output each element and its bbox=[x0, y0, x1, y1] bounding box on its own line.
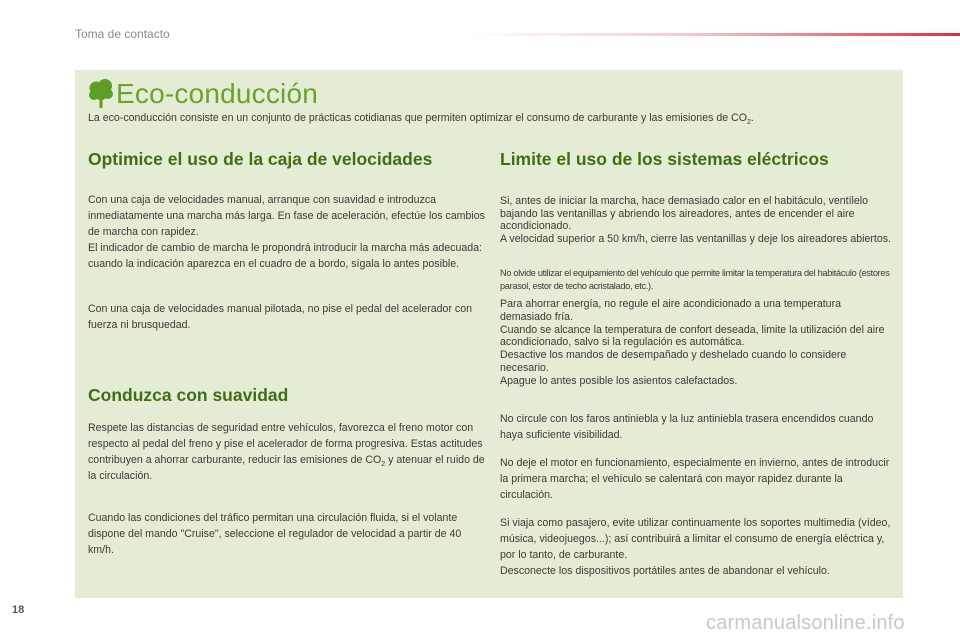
heading-electric-systems: Limite el uso de los sistemas eléctricos bbox=[500, 149, 829, 169]
intro-text: La eco-conducción consiste en un conjunto de prácticas cotidianas que permiten optimizar el consumo de carburante y las emisiones de $CO_2$. bbox=[88, 112, 754, 127]
engine-idle-paragraph: No deje el motor en funcionamiento, especialmente en invierno, antes de introducir la primera marcha; el vehículo se calentará con mayor rapidez durante la circulación. bbox=[500, 457, 890, 501]
sunshade-note: No olvide utilizar el equipamiento del vehículo que permite limitar la temperatura del habitáculo (estores parasol, estor de techo acristalado, etc.). bbox=[500, 268, 890, 291]
tree-icon bbox=[88, 78, 114, 110]
page-number: 18 bbox=[12, 604, 25, 616]
fog-lights-paragraph: No circule con los faros antiniebla y la luz antiniebla trasera encendidos cuando haya suficiente visibilidad. bbox=[500, 413, 874, 441]
ventilation-paragraph: Si, antes de iniciar la marcha, hace demasiado calor en el habitáculo, ventílelo bajando las ventanillas y abriendo los aireadores, antes de encender el aire acondicionado. A velocidad superior a 50 km/h, cierre las ventanillas y deje los aireadores abiertos. bbox=[500, 195, 891, 245]
heading-gearbox: Optimice el uso de la caja de velocidades bbox=[88, 149, 433, 169]
ac-paragraph: Para ahorrar energía, no regule el aire acondicionado a una temperatura demasiado fría. Cuando se alcance la temperatura de confort deseada, limite la utilización del aire acondicionado, salvo si la regulación es automática. Desactive los mandos de desempañado y deshelado cuando lo considere necesario. Apague lo antes posible los asientos calefactados. bbox=[500, 298, 885, 387]
multimedia-paragraph: Si viaja como pasajero, evite utilizar continuamente los soportes multimedia (vídeo, música, videojuegos...); así contribuirá a limitar el consumo de energía eléctrica y, por lo tanto, de carburante. Desconecte los dispositivos portátiles antes de abandonar el vehículo. bbox=[500, 517, 891, 577]
pilot-gearbox-paragraph: Con una caja de velocidades manual pilotada, no pise el pedal del acelerador con fuerza ni brusquedad. bbox=[88, 303, 472, 331]
smooth-driving-paragraph: Respete las distancias de seguridad entre vehículos, favorezca el freno motor con respecto al pedal del freno y pise el acelerador de forma progresiva. Estas actitudes contribuyen a ahorrar carburante, reducir las emisiones de $CO_2$ y atenuar el ruido de la circulación. bbox=[88, 422, 485, 482]
eco-title bbox=[88, 78, 318, 110]
watermark: carmanualsonline.info bbox=[706, 612, 905, 634]
gearbox-paragraph: Con una caja de velocidades manual, arranque con suavidad e introduzca inmediatamente una marcha más larga. En fase de aceleración, efectúe los cambios de marcha con rapidez. El indicador de cambio de marcha le propondrá introducir la marcha más adecuada: cuando la indicación aparezca en el cuadro de a bordo, sígala lo antes posible. bbox=[88, 194, 485, 270]
cruise-paragraph: Cuando las condiciones del tráfico permitan una circulación fluida, si el volante dispone del mando "Cruise", seleccione el regulador de velocidad a partir de 40 km/h. bbox=[88, 512, 462, 556]
page-title: Eco-conducción bbox=[116, 78, 319, 109]
heading-smooth-driving: Conduzca con suavidad bbox=[88, 385, 289, 405]
header-divider bbox=[470, 33, 960, 36]
section-label: Toma de contacto bbox=[75, 27, 170, 41]
